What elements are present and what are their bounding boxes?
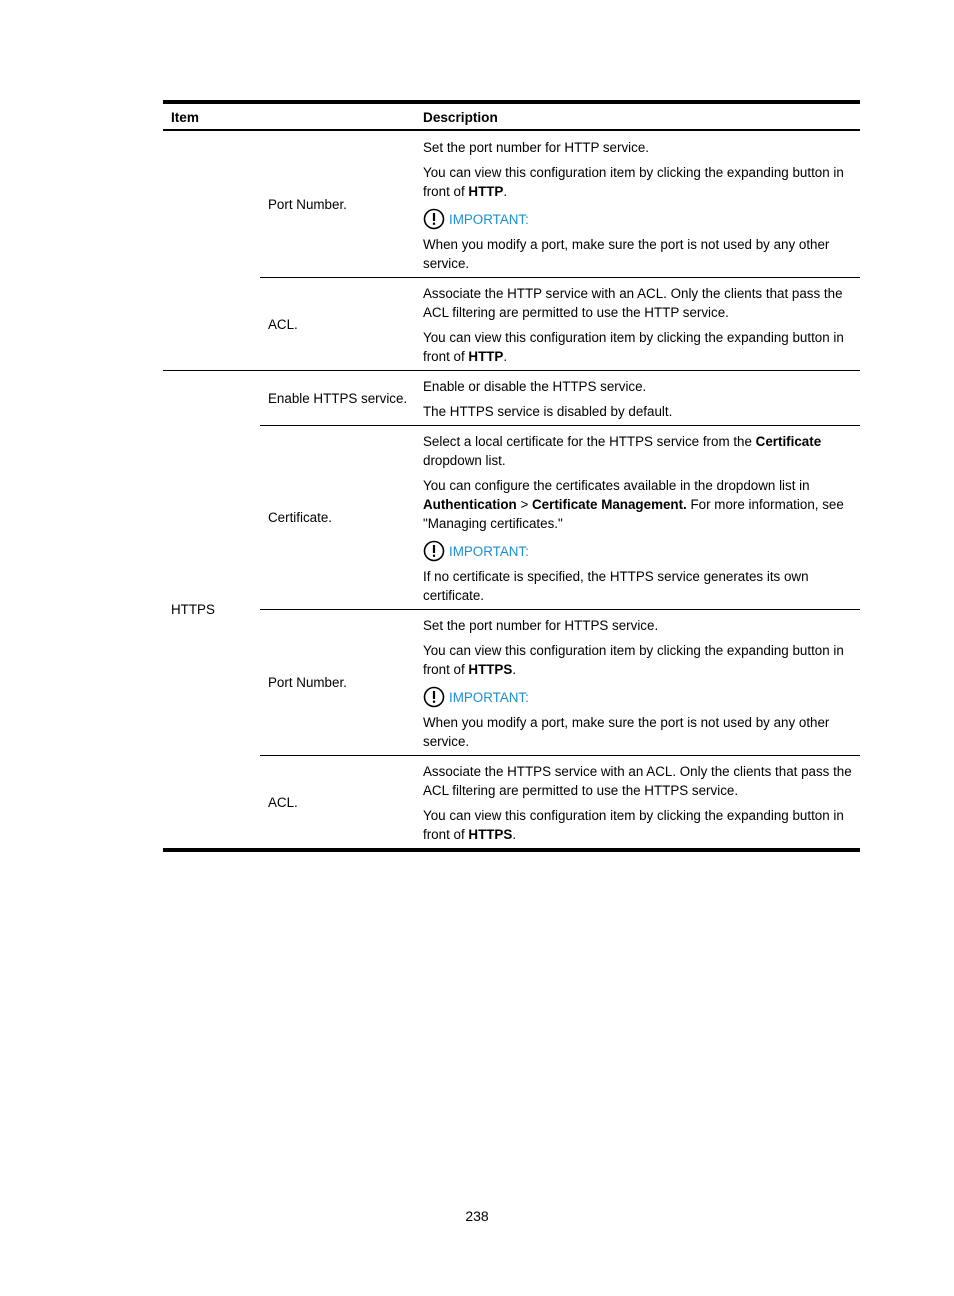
exclamation-circle-icon: [423, 540, 445, 562]
https-acl-description: [423, 762, 855, 844]
https-acl-label: ACL.: [268, 795, 298, 810]
https-port-number-description: [423, 616, 855, 751]
description-text: You can view this configuration item by clicking the expanding button in front of HTTP.: [423, 165, 844, 199]
column-header-item: Item: [171, 110, 199, 125]
description-text: Select a local certificate for the HTTPS service from the Certificate dropdown list.: [423, 434, 822, 468]
description-text: Enable or disable the HTTPS service.: [423, 379, 647, 394]
http-port-number-label: Port Number.: [268, 197, 347, 212]
important-label: IMPORTANT:: [449, 689, 529, 705]
https-certificate-label: Certificate.: [268, 510, 332, 525]
row-divider: [260, 755, 860, 756]
https-enable-label: Enable HTTPS service.: [268, 391, 408, 406]
description-text: When you modify a port, make sure the port is not used by any other service.: [423, 237, 830, 271]
column-header-description: Description: [423, 110, 498, 125]
https-enable-description: [423, 377, 855, 421]
description-text: Associate the HTTPS service with an ACL. Only the clients that pass the ACL filtering are permitted to use the HTTPS service.: [423, 764, 852, 798]
description-text: Set the port number for HTTPS service.: [423, 618, 659, 633]
https-certificate-description: [423, 432, 855, 605]
important-note: [423, 685, 855, 709]
description-text: You can configure the certificates available in the dropdown list in Authentication > Certificate Management. For more information, see "Managing certificates.": [423, 478, 844, 531]
description-text: You can view this configuration item by clicking the expanding button in front of HTTPS.: [423, 808, 844, 842]
description-text: The HTTPS service is disabled by default.: [423, 404, 673, 419]
https-item-label: HTTPS: [171, 602, 215, 617]
description-text: You can view this configuration item by clicking the expanding button in front of HTTP.: [423, 330, 844, 364]
row-divider: [260, 277, 860, 278]
http-acl-description: [423, 284, 855, 366]
important-note: [423, 539, 855, 563]
table-top-rule: [163, 100, 860, 104]
http-port-number-description: [423, 138, 855, 273]
table-header-rule: [163, 129, 860, 131]
http-acl-label: ACL.: [268, 317, 298, 332]
table-bottom-rule: [163, 848, 860, 852]
important-label: IMPORTANT:: [449, 211, 529, 227]
description-text: Set the port number for HTTP service.: [423, 140, 649, 155]
description-text: If no certificate is specified, the HTTPS service generates its own certificate.: [423, 569, 809, 603]
https-port-number-label: Port Number.: [268, 675, 347, 690]
page-number: 238: [465, 1208, 489, 1224]
row-divider: [260, 425, 860, 426]
description-text: Associate the HTTP service with an ACL. Only the clients that pass the ACL filtering are permitted to use the HTTP service.: [423, 286, 843, 320]
important-note: [423, 207, 855, 231]
exclamation-circle-icon: [423, 686, 445, 708]
important-label: IMPORTANT:: [449, 543, 529, 559]
row-divider: [260, 609, 860, 610]
description-text: You can view this configuration item by clicking the expanding button in front of HTTPS.: [423, 643, 844, 677]
description-text: When you modify a port, make sure the port is not used by any other service.: [423, 715, 830, 749]
group-divider: [163, 370, 860, 371]
exclamation-circle-icon: [423, 208, 445, 230]
